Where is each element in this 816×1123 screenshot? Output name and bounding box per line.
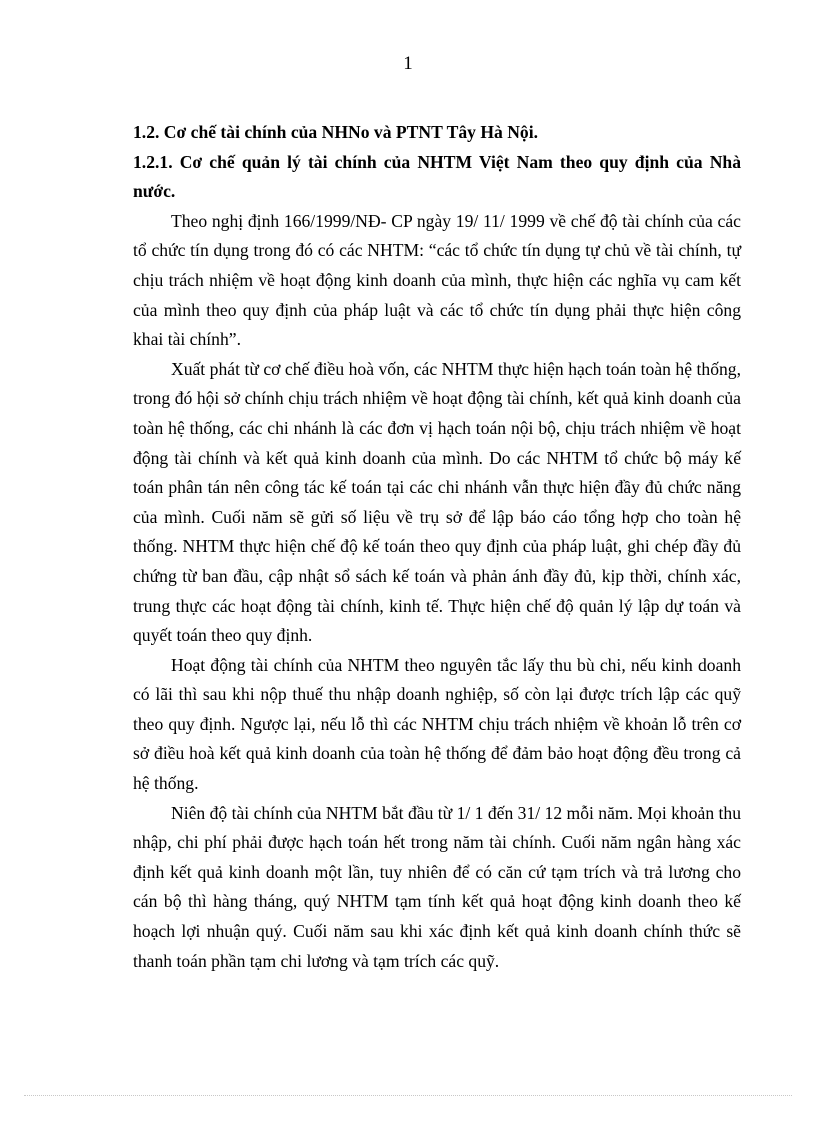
paragraph: Xuất phát từ cơ chế điều hoà vốn, các NHTM thực hiện hạch toán toàn hệ thống, trong đó hội sở chính chịu trách nhiệm về hoạt động tài chính, kết quả kinh doanh của toàn hệ thống, các chi nhánh là các đơn vị hạch toán nội bộ, chịu trách nhiệm về hoạt động tài chính và kết quả kinh doanh của mình. Do các NHTM tổ chức bộ máy kế toán phân tán nên công tác kế toán tại các chi nhánh vẫn thực hiện đầy đủ chức năng của mình. Cuối năm sẽ gửi số liệu về trụ sở để lập báo cáo tổng hợp cho toàn hệ thống. NHTM thực hiện chế độ kế toán theo quy định của pháp luật, ghi chép đầy đủ chứng từ ban đầu, cập nhật sổ sách kế toán và phản ánh đầy đủ, kịp thời, chính xác, trung thực các hoạt động tài chính, kinh tế. Thực hiện chế độ quản lý lập dự toán và quyết toán theo quy định. (133, 358, 741, 646)
section-heading: 1.2. Cơ chế tài chính của NHNo và PTNT Tây Hà Nội. (133, 122, 538, 142)
subsection-heading: 1.2.1. Cơ chế quản lý tài chính của NHTM Việt Nam theo quy định của Nhà nước. (133, 151, 741, 202)
document-body (133, 118, 741, 976)
footer-divider (24, 1095, 792, 1096)
page-number: 1 (403, 53, 413, 74)
paragraph: Theo nghị định 166/1999/NĐ- CP ngày 19/ 11/ 1999 về chế độ tài chính của các tổ chức tín dụng trong đó có các NHTM: “các tổ chức tín dụng tự chủ về tài chính, tự chịu trách nhiệm về hoạt động kinh doanh của mình, thực hiện các nghĩa vụ cam kết của mình theo quy định của pháp luật và các tổ chức tín dụng phải thực hiện công khai tài chính”. (133, 210, 741, 350)
paragraph: Hoạt động tài chính của NHTM theo nguyên tắc lấy thu bù chi, nếu kinh doanh có lãi thì sau khi nộp thuế thu nhập doanh nghiệp, số còn lại được trích lập các quỹ theo quy định. Ngược lại, nếu lỗ thì các NHTM chịu trách nhiệm về khoản lỗ trên cơ sở điều hoà kết quả kinh doanh của toàn hệ thống để đảm bảo hoạt động đều trong cả hệ thống. (133, 654, 741, 794)
paragraph: Niên độ tài chính của NHTM bắt đầu từ 1/ 1 đến 31/ 12 mỗi năm. Mọi khoản thu nhập, chi phí phải được hạch toán hết trong năm tài chính. Cuối năm ngân hàng xác định kết quả kinh doanh một lần, tuy nhiên để có căn cứ tạm trích và trả lương cho cán bộ thì hàng tháng, quý NHTM tạm tính kết quả hoạt động kinh doanh theo kế hoạch lợi nhuận quý. Cuối năm sau khi xác định kết quả kinh doanh chính thức sẽ thanh toán phần tạm chi lương và tạm trích các quỹ. (133, 802, 742, 971)
